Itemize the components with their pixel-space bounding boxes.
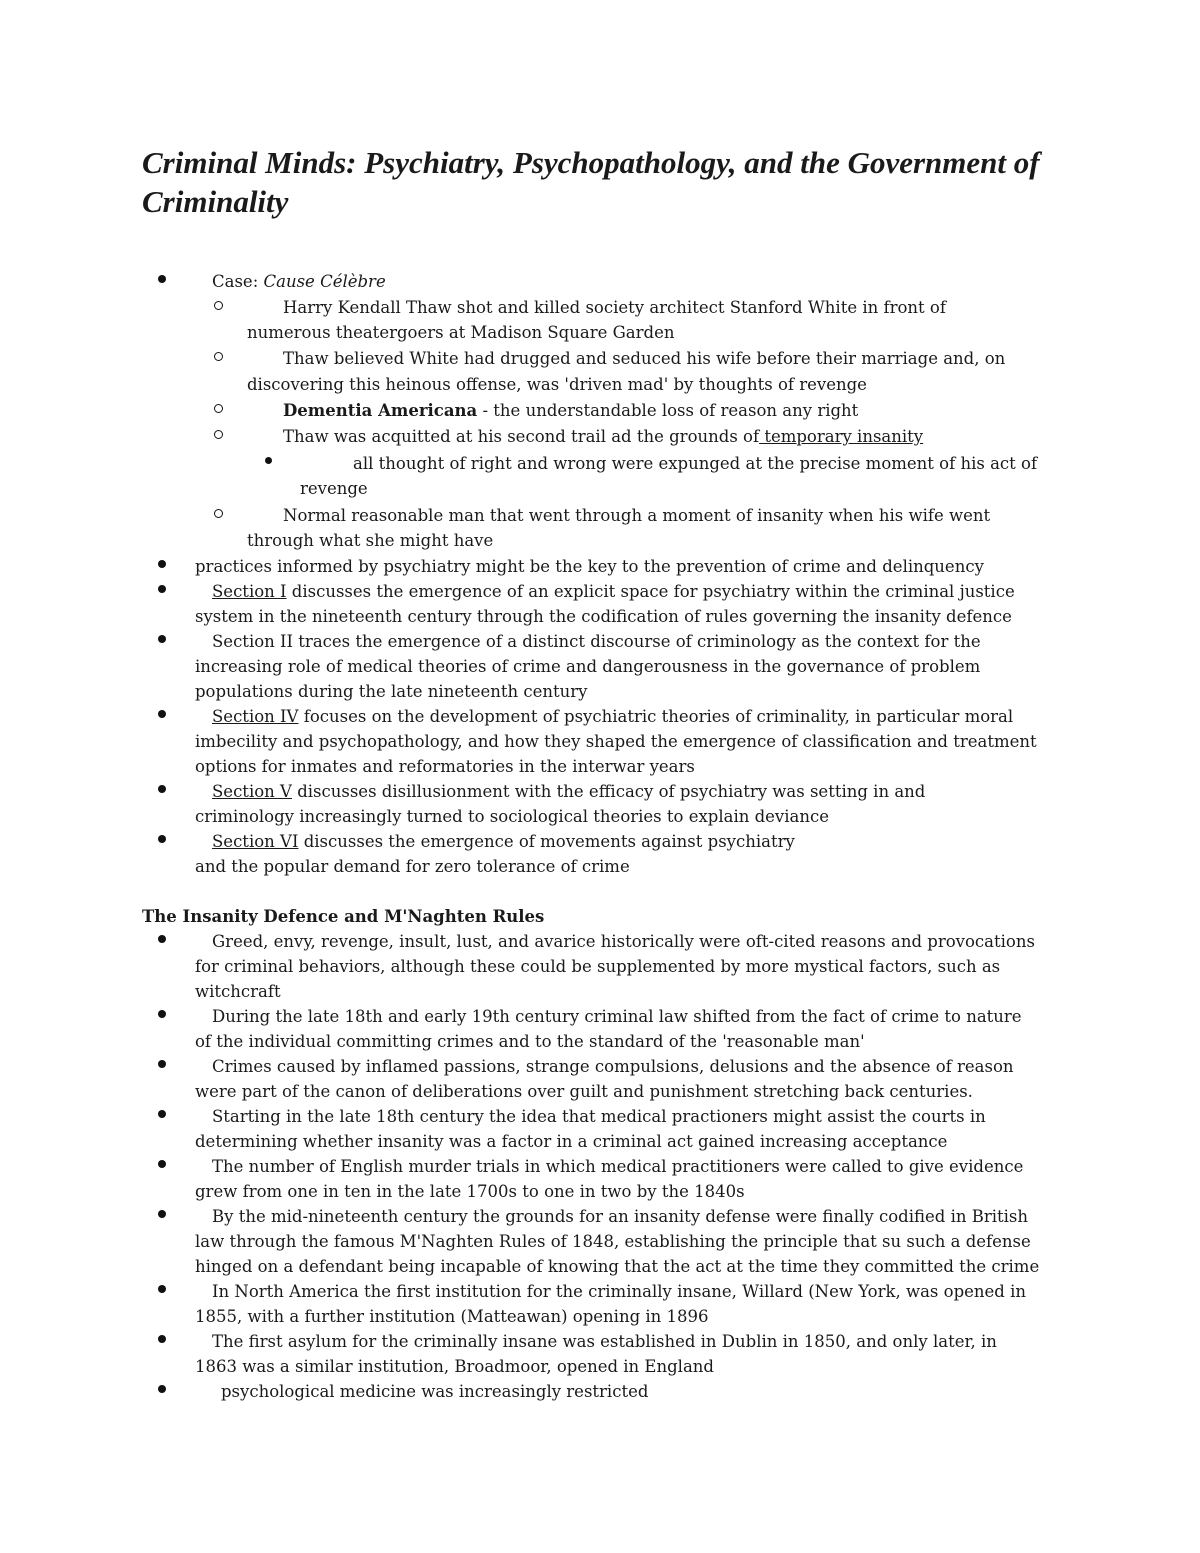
sub-item-line: numerous theatergoers at Madison Square Garden xyxy=(247,323,675,342)
list-item-line: practices informed by psychiatry might be the key to the prevention of crime and delinquency xyxy=(195,557,984,576)
sub-item-acquittal xyxy=(283,425,923,449)
list-item-line: options for inmates and reformatories in the interwar years xyxy=(195,757,695,776)
list-item-section-i xyxy=(212,580,1015,604)
list-item-line: witchcraft xyxy=(195,982,281,1001)
list-item-line: The first asylum for the criminally insane was established in Dublin in 1850, and only later, in xyxy=(212,1332,997,1351)
list-item-line: During the late 18th and early 19th century criminal law shifted from the fact of crime to nature xyxy=(212,1007,1022,1026)
section-iv-text: focuses on the development of psychiatric theories of criminality, in particular moral xyxy=(298,707,1014,726)
sub-item-dementia xyxy=(283,399,858,423)
list-item-line: Greed, envy, revenge, insult, lust, and avarice historically were oft-cited reasons and provocations xyxy=(212,932,1035,951)
sub-item-line: discovering this heinous offense, was 'driven mad' by thoughts of revenge xyxy=(247,375,867,394)
section-v-text: discusses disillusionment with the efficacy of psychiatry was setting in and xyxy=(291,782,926,801)
bullet-icon xyxy=(158,785,166,793)
circle-bullet-icon xyxy=(214,301,223,310)
bullet-icon xyxy=(158,1385,166,1393)
list-item-line: Starting in the late 18th century the idea that medical practioners might assist the courts in xyxy=(212,1107,986,1126)
list-item-line: increasing role of medical theories of crime and dangerousness in the governance of problem xyxy=(195,657,981,676)
section-heading: The Insanity Defence and M'Naghten Rules xyxy=(142,907,545,926)
bullet-icon xyxy=(158,1060,166,1068)
bullet-icon xyxy=(158,635,166,643)
list-item-line: for criminal behaviors, although these could be supplemented by more mystical factors, such as xyxy=(195,957,1001,976)
bullet-icon xyxy=(158,1335,166,1343)
list-item-line: By the mid-nineteenth century the grounds for an insanity defense were finally codified in British xyxy=(212,1207,1029,1226)
list-item-section-v xyxy=(212,780,925,804)
bullet-icon xyxy=(158,835,166,843)
list-item-line: populations during the late nineteenth century xyxy=(195,682,588,701)
section-vi-text: discusses the emergence of movements against psychiatry xyxy=(298,832,795,851)
list-item-line: criminology increasingly turned to sociological theories to explain deviance xyxy=(195,807,829,826)
list-item-line: In North America the first institution for the criminally insane, Willard (New York, was opened in xyxy=(212,1282,1027,1301)
circle-bullet-icon xyxy=(214,352,223,361)
bullet-icon xyxy=(158,710,166,718)
list-item-line: psychological medicine was increasingly restricted xyxy=(221,1382,649,1401)
list-item-line: hinged on a defendant being incapable of knowing that the act at the time they committed the crime xyxy=(195,1257,1040,1276)
list-item-line: imbecility and psychopathology, and how they shaped the emergence of classification and treatment xyxy=(195,732,1037,751)
list-item-line: grew from one in ten in the late 1700s to one in two by the 1840s xyxy=(195,1182,745,1201)
list-item-line: system in the nineteenth century through the codification of rules governing the insanity defence xyxy=(195,607,1012,626)
list-item-line: 1855, with a further institution (Matteawan) opening in 1896 xyxy=(195,1307,709,1326)
list-item-section-iv xyxy=(212,705,1013,729)
section-vi-link: Section VI xyxy=(212,832,299,851)
circle-bullet-icon xyxy=(214,430,223,439)
case-name: Cause Célèbre xyxy=(263,272,386,291)
bullet-icon xyxy=(158,935,166,943)
sub-item-line: through what she might have xyxy=(247,531,494,550)
list-item-line: determining whether insanity was a factor in a criminal act gained increasing acceptance xyxy=(195,1132,948,1151)
circle-bullet-icon xyxy=(214,509,223,518)
dementia-definition: - the understandable loss of reason any right xyxy=(477,401,859,420)
dementia-term: Dementia Americana xyxy=(283,401,478,420)
bullet-icon xyxy=(158,1285,166,1293)
sub-item-line: Harry Kendall Thaw shot and killed society architect Stanford White in front of xyxy=(283,298,946,317)
list-item-section-vi xyxy=(212,830,795,854)
sub-sub-item-line: revenge xyxy=(300,479,368,498)
bullet-icon xyxy=(158,585,166,593)
list-item-line: law through the famous M'Naghten Rules of 1848, establishing the principle that su such a defense xyxy=(195,1232,1031,1251)
section-i-link: Section I xyxy=(212,582,287,601)
list-item-case xyxy=(212,270,386,294)
list-item-line: were part of the canon of deliberations over guilt and punishment stretching back centuries. xyxy=(195,1082,973,1101)
bullet-icon xyxy=(265,457,272,464)
bullet-icon xyxy=(158,1110,166,1118)
section-iv-link: Section IV xyxy=(212,707,299,726)
case-prefix: Case: xyxy=(212,272,264,291)
acquittal-text: Thaw was acquitted at his second trail ad the grounds of xyxy=(283,427,760,446)
list-item-line: 1863 was a similar institution, Broadmoor, opened in England xyxy=(195,1357,714,1376)
section-i-text: discusses the emergence of an explicit space for psychiatry within the criminal justice xyxy=(286,582,1015,601)
section-v-link: Section V xyxy=(212,782,292,801)
sub-sub-item-line: all thought of right and wrong were expunged at the precise moment of his act of xyxy=(353,454,1038,473)
list-item-line: Crimes caused by inflamed passions, strange compulsions, delusions and the absence of reason xyxy=(212,1057,1014,1076)
bullet-icon xyxy=(158,1160,166,1168)
list-item-line: The number of English murder trials in which medical practitioners were called to give evidence xyxy=(212,1157,1024,1176)
circle-bullet-icon xyxy=(214,404,223,413)
list-item-line: Section II traces the emergence of a distinct discourse of criminology as the context for the xyxy=(212,632,981,651)
list-item-line: and the popular demand for zero tolerance of crime xyxy=(195,857,630,876)
list-item-line: of the individual committing crimes and to the standard of the 'reasonable man' xyxy=(195,1032,865,1051)
temporary-insanity-link: temporary insanity xyxy=(759,427,924,446)
sub-item-line: Thaw believed White had drugged and seduced his wife before their marriage and, on xyxy=(283,349,1006,368)
bullet-icon xyxy=(158,275,166,283)
bullet-icon xyxy=(158,560,166,568)
sub-item-line: Normal reasonable man that went through a moment of insanity when his wife went xyxy=(283,506,991,525)
page-title: Criminal Minds: Psychiatry, Psychopathology, and the Government of Criminality xyxy=(142,145,1040,219)
bullet-icon xyxy=(158,1010,166,1018)
bullet-icon xyxy=(158,1210,166,1218)
